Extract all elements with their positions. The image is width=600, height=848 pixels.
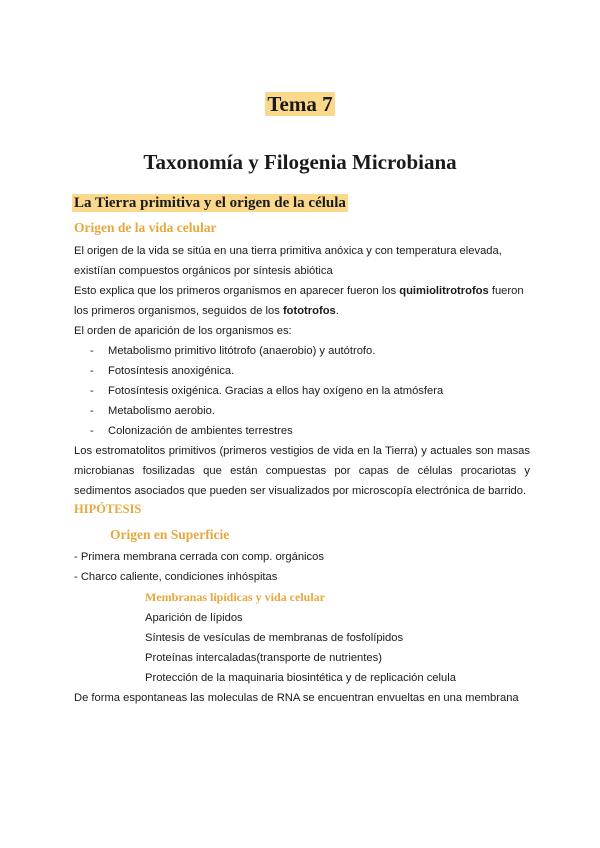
order-list — [74, 341, 524, 441]
list-item: - Fotosíntesis oxigénica. Gracias a ellos hay oxígeno en la atmósfera — [90, 385, 444, 397]
membranas-line-2: Síntesis de vesículas de membranas de fosfolípidos — [145, 632, 404, 644]
paragraph-quimio: Esto explica que los primeros organismos en aparecer fueron los quimiolitrotrofos fueron los primeros organismos, seguidos de los fototrofos. — [74, 285, 524, 317]
membranas-heading: Membranas lipídicas y vida celular — [145, 590, 325, 604]
paragraph-order: El orden de aparición de los organismos es: — [74, 325, 292, 337]
hipotesis-heading: HIPÓTESIS — [74, 502, 142, 516]
section-heading: La Tierra primitiva y el origen de la célula — [74, 195, 346, 211]
superficie-line-2: - Charco caliente, condiciones inhóspitas — [74, 571, 278, 583]
list-item: - Fotosíntesis anoxigénica. — [90, 365, 235, 377]
membranas-line-3: Proteínas intercaladas(transporte de nutrientes) — [145, 652, 382, 664]
doc-subtitle: Taxonomía y Filogenia Microbiana — [143, 150, 457, 174]
closing-line: De forma espontaneas las moleculas de RNA se encuentran envueltas en una membrana — [74, 692, 519, 704]
doc-title: Tema 7 — [267, 92, 333, 116]
membranas-line-4: Protección de la maquinaria biosintética y de replicación celula — [145, 672, 456, 684]
list-item: - Colonización de ambientes terrestres — [90, 425, 293, 437]
subsection-heading: Origen de la vida celular — [74, 220, 217, 235]
superficie-line-1: - Primera membrana cerrada con comp. orgánicos — [74, 551, 324, 563]
origen-superficie-heading: Origen en Superficie — [110, 527, 230, 542]
membranas-line-1: Aparición de lípidos — [145, 612, 243, 624]
paragraph-origin: El origen de la vida se sitúa en una tierra primitiva anóxica y con temperatura elevada, existíían compuestos orgánicos por síntesis abiótica — [74, 245, 502, 277]
list-item: - Metabolismo primitivo litótrofo (anaerobio) y autótrofo. — [90, 345, 376, 357]
list-item: - Metabolismo aerobio. — [90, 405, 215, 417]
paragraph-estromatolitos: Los estromatolitos primitivos (primeros vestigios de vida en la Tierra) y actuales son masas microbianas fosilizadas que están compuestas por capas de células procariotas y sedimentos asociados que pueden ser visualizados por microscopía electrónica de barrido. — [74, 445, 530, 497]
